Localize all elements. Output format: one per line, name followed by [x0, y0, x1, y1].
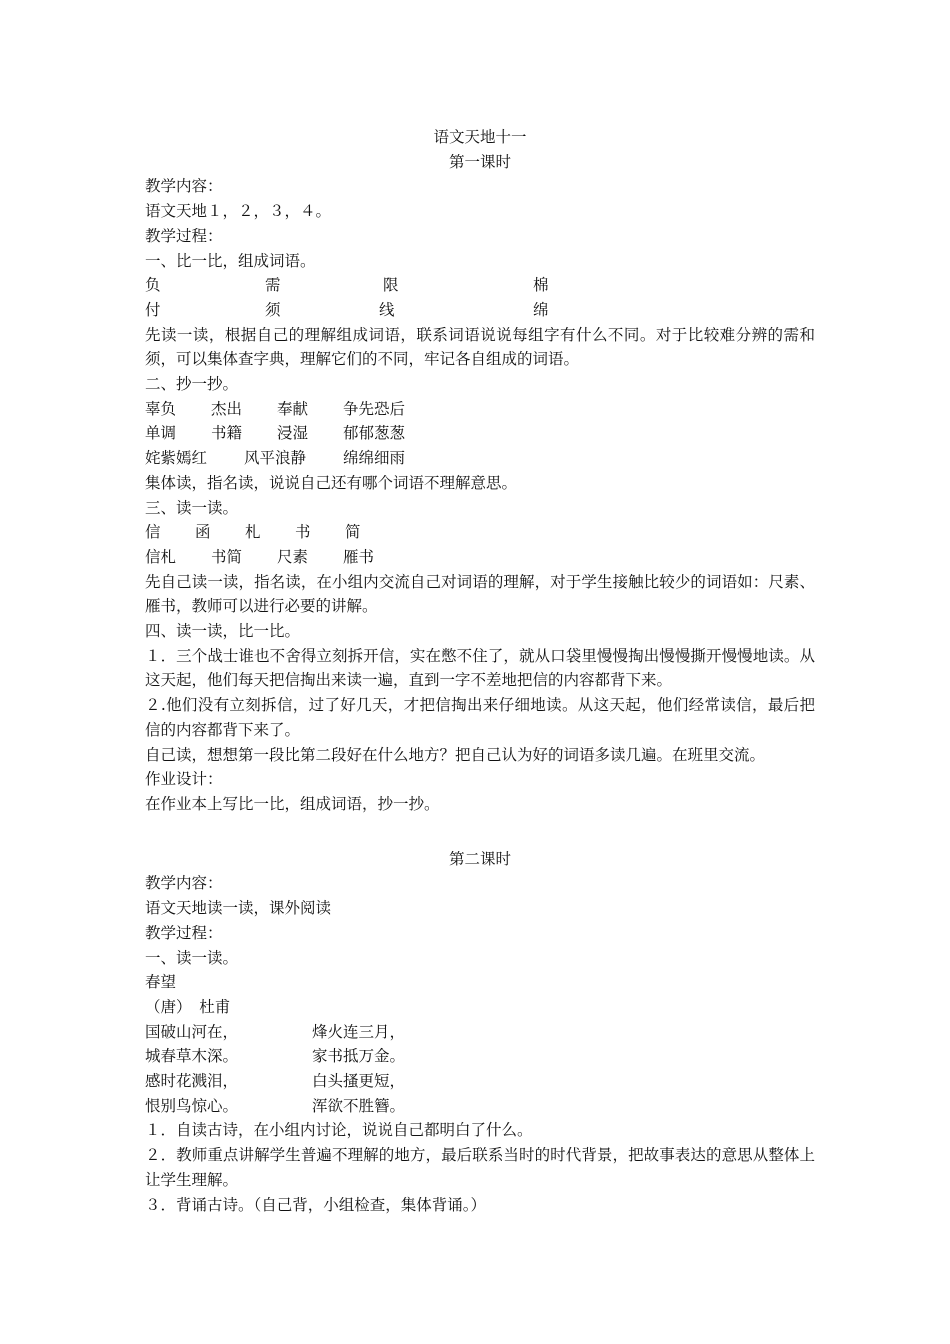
char-compare-row-1: [145, 273, 815, 298]
poem-author: （唐） 杜甫: [145, 997, 231, 1016]
poem-half-line: 家书抵万金。: [312, 1047, 406, 1066]
copy-words-row-2: [145, 421, 815, 446]
section4-note: 自己读，想想第一段比第二段好在什么地方？把自己认为好的词语多读几遍。在班里交流。: [145, 745, 766, 764]
char-cell: 绵: [533, 300, 549, 319]
char-cell: 须: [265, 300, 281, 319]
lesson2-process-label: 教学过程：: [145, 923, 223, 942]
lesson1-content: 语文天地１，２，３，４。: [145, 202, 332, 221]
lesson2-step-2: ２．教师重点讲解学生普遍不理解的地方，最后联系当时的时代背景，把故事表达的意思从整体上让学生理解。: [145, 1146, 815, 1189]
char-compare-row-2: [145, 298, 815, 323]
word-cell: 奉献: [277, 399, 309, 418]
char-cell: 信: [145, 523, 161, 542]
word-cell: 浸湿: [277, 424, 309, 443]
char-cell: 付: [145, 300, 161, 319]
lesson1-process-label: 教学过程：: [145, 226, 223, 245]
section3-note: 先自己读一读，指名读，在小组内交流自己对词语的理解，对于学生接触比较少的词语如：尺素、雁书，教师可以进行必要的讲解。: [145, 572, 815, 616]
homework-text: 在作业本上写比一比，组成词语，抄一抄。: [145, 794, 440, 813]
word-cell: 雁书: [343, 547, 375, 566]
char-cell: 棉: [533, 276, 549, 295]
word-cell: 绵绵细雨: [343, 449, 406, 468]
lesson1-content-label: 教学内容：: [145, 177, 223, 196]
word-cell: 书籍: [211, 424, 243, 443]
poem-half-line: 浑欲不胜簪。: [312, 1096, 406, 1115]
document-page: [145, 125, 815, 1217]
poem-title: 春望: [145, 973, 177, 992]
section2-note: 集体读，指名读，说说自己还有哪个词语不理解意思。: [145, 473, 518, 492]
lesson1-heading: 第一课时: [448, 152, 511, 171]
poem-half-line: 恨别鸟惊心。: [145, 1096, 239, 1115]
section4-passage-2: ２.他们没有立刻拆信，过了好几天，才把信掏出来仔细地读。从这天起，他们经常读信，最后把信的内容都背下来了。: [145, 696, 815, 739]
section2-title: 二、抄一抄。: [145, 375, 239, 394]
char-cell: 限: [383, 276, 399, 295]
poem-line: [145, 1094, 815, 1119]
copy-words-row-3: [145, 446, 815, 471]
section1-note: 先读一读，根据自己的理解组成词语，联系词语说说每组字有什么不同。对于比较难分辨的需和须，可以集体查字典，理解它们的不同，牢记各自组成的词语。: [145, 325, 815, 369]
lesson2-step-3: ３．背诵古诗。（自己背，小组检查，集体背诵。）: [145, 1195, 487, 1214]
poem-line: [145, 1020, 815, 1045]
word-cell: 姹紫嫣红: [145, 449, 208, 468]
poem-half-line: 白头搔更短，: [312, 1072, 406, 1091]
word-cell: 尺素: [277, 547, 309, 566]
char-cell: 书: [295, 523, 311, 542]
char-cell: 札: [245, 523, 261, 542]
section3-title: 三、读一读。: [145, 498, 239, 517]
word-cell: 风平浪静: [244, 449, 307, 468]
word-cell: 书简: [211, 547, 243, 566]
read-words-row: [145, 545, 815, 570]
word-cell: 单调: [145, 424, 177, 443]
char-cell: 函: [195, 523, 211, 542]
lesson2-heading: 第二课时: [448, 849, 511, 868]
lesson2-step-1: １．自读古诗，在小组内讨论，说说自己都明白了什么。: [145, 1121, 533, 1140]
word-cell: 辜负: [145, 399, 177, 418]
section4-title: 四、读一读，比一比。: [145, 622, 301, 641]
word-cell: 杰出: [211, 399, 243, 418]
char-cell: 需: [265, 276, 281, 295]
lesson2-content: 语文天地读一读，课外阅读: [145, 899, 332, 918]
poem-line: [145, 1044, 815, 1069]
char-cell: 负: [145, 276, 161, 295]
word-cell: 信札: [145, 547, 177, 566]
word-cell: 郁郁葱葱: [343, 424, 406, 443]
section4-passage-1: １．三个战士谁也不舍得立刻拆开信，实在憋不住了，就从口袋里慢慢掏出慢慢撕开慢慢地读。从这天起，他们每天把信掏出来读一遍，直到一字不差地把信的内容都背下来。: [145, 646, 815, 690]
char-cell: 简: [345, 523, 361, 542]
poem-half-line: 国破山河在，: [145, 1022, 239, 1041]
read-chars-row: [145, 520, 815, 545]
char-cell: 线: [379, 300, 395, 319]
section1-title: 一、比一比，组成词语。: [145, 251, 316, 270]
document-title: 语文天地十一: [433, 128, 527, 146]
poem-half-line: 感时花溅泪，: [145, 1072, 239, 1091]
word-cell: 争先恐后: [343, 399, 406, 418]
lesson2-section1-title: 一、读一读。: [145, 948, 239, 967]
section-gap: [145, 817, 815, 847]
poem-half-line: 烽火连三月，: [312, 1022, 406, 1041]
lesson2-content-label: 教学内容：: [145, 874, 223, 893]
copy-words-row-1: [145, 397, 815, 422]
poem-half-line: 城春草木深。: [145, 1047, 239, 1066]
poem-line: [145, 1069, 815, 1094]
homework-label: 作业设计：: [145, 770, 223, 789]
